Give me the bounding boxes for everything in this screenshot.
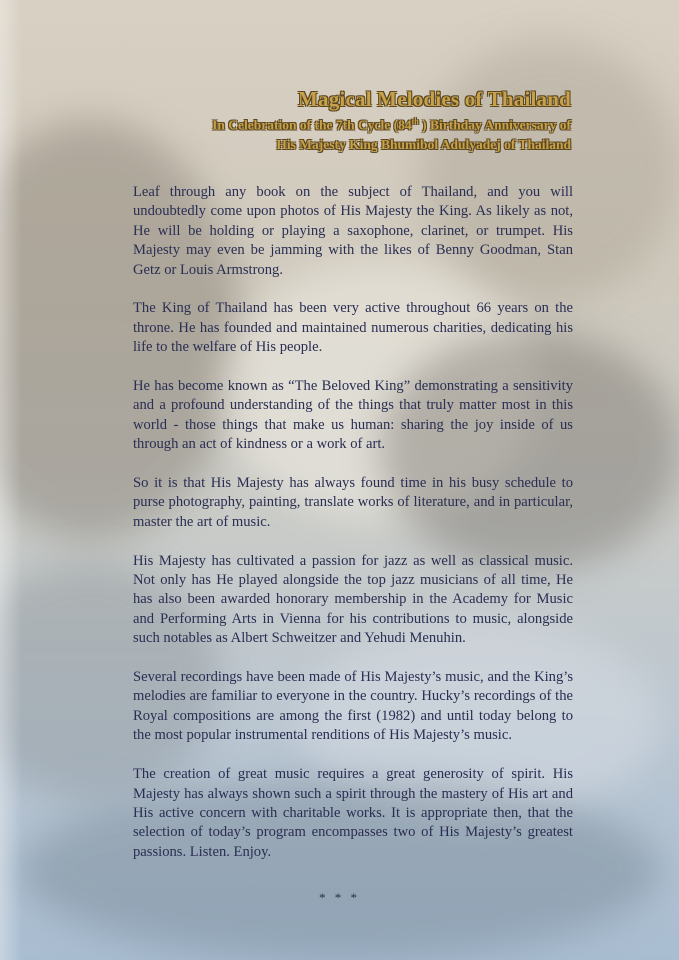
end-mark: * * *	[319, 890, 360, 905]
page-header	[212, 86, 571, 154]
paragraph: The King of Thailand has been very active throughout 66 years on the throne. He has founded and maintained numerous charities, dedicating his life to the welfare of His people.	[133, 300, 573, 356]
subtitle-text: ) Birthday Anniversary of	[418, 117, 571, 133]
paragraph: He has become known as “The Beloved King” demonstrating a sensitivity and a profound understanding of the things that truly matter most in this world - those things that make us human: sharing the joy inside of us through an act of kindness or a work of art.	[133, 378, 573, 453]
page-subtitle-line1	[212, 112, 571, 135]
subtitle-text: In Celebration of the 7th Cycle (84	[212, 117, 412, 133]
paragraph: Several recordings have been made of His Majesty’s music, and the King’s melodies are familiar to everyone in the country. Hucky’s recordings of the Royal compositions are among the first (1982) and until today belong to the most popular instrumental renditions of His Majesty’s music.	[133, 669, 573, 744]
paragraph: So it is that His Majesty has always found time in his busy schedule to purse photography, painting, translate works of literature, and in particular, master the art of music.	[133, 475, 573, 530]
subtitle-superscript: th	[411, 117, 419, 126]
body-text	[133, 183, 573, 882]
paragraph: His Majesty has cultivated a passion for jazz as well as classical music. Not only has He played alongside the top jazz musicians of all time, He has also been awarded honorary membership in the Academy for Music and Performing Arts in Vienna for his contributions to music, alongside such notables as Albert Schweitzer and Yehudi Menuhin.	[133, 552, 573, 647]
page-subtitle-line2: His Majesty King Bhumibol Adulyadej of Thailand	[276, 136, 571, 152]
paragraph: The creation of great music requires a great generosity of spirit. His Majesty has always shown such a spirit through the mastery of His art and His active concern with charitable works. It is appropriate then, that the selection of today’s program encompasses two of His Majesty’s greatest passions. Listen. Enjoy.	[133, 766, 573, 860]
page-title: Magical Melodies of Thailand	[298, 87, 571, 111]
paragraph: Leaf through any book on the subject of Thailand, and you will undoubtedly come upon photos of His Majesty the King. As likely as not, He will be holding or playing a saxophone, clarinet, or trumpet. His Majesty may even be jamming with the likes of Benny Goodman, Stan Getz or Louis Armstrong.	[133, 184, 573, 278]
page-edge	[0, 0, 22, 960]
